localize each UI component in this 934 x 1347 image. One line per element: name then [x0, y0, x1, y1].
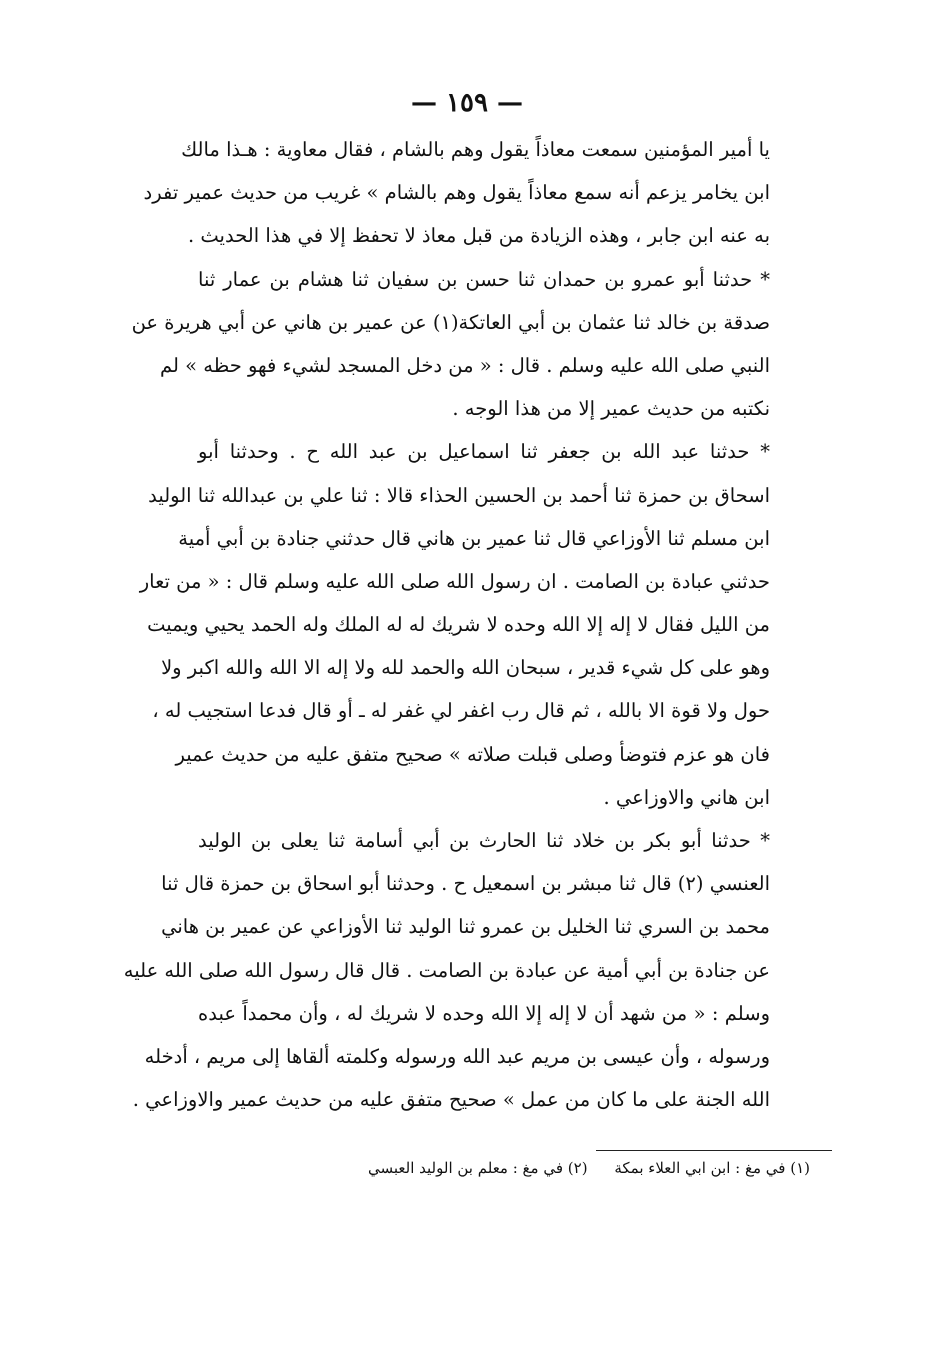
text-line: * حدثنا أبو عمرو بن حمدان ثنا حسن بن سفيان ثنا هشام بن عمار ثنا	[198, 267, 770, 291]
text-line: اسحاق بن حمزة ثنا أحمد بن الحسين الحذاء قالا : ثنا علي بن عبدالله ثنا الوليد	[148, 483, 770, 507]
text-line: حدثني عبادة بن الصامت . ان رسول الله صلى الله عليه وسلم قال : « من تعار	[139, 569, 770, 593]
text-line: * حدثنا أبو بكر بن خلاد ثنا الحارث بن أبي أسامة ثنا يعلى بن الوليد	[198, 829, 770, 852]
text-line: وسلم : « من شهد أن لا إله إلا الله وحده لا شريك له ، وأن محمداً عبده	[198, 1001, 770, 1025]
text-line: ورسوله ، وأن عيسى بن مريم عبد الله ورسوله وكلمته ألقاها إلى مريم ، أدخله	[144, 1044, 770, 1068]
body-text	[123, 128, 770, 1121]
text-line: حول ولا قوة الا بالله ، ثم قال رب اغفر لي غفر له ـ أو قال فدعا استجيب له ،	[152, 699, 770, 723]
text-line: * حدثنا عبد الله بن جعفر ثنا اسماعيل بن عبد الله ح . وحدثنا أبو	[198, 440, 770, 464]
text-line: صدقة بن خالد ثنا عثمان بن أبي العاتكة(١) عن عمير بن هاني عن أبي هريرة عن	[131, 310, 770, 334]
footnote-divider	[596, 1150, 832, 1151]
text-line: ابن مسلم ثنا الأوزاعي قال ثنا عمير بن هاني قال حدثني جنادة بن أبي أمية	[178, 526, 770, 550]
footnote-2: (٢) في مغ : معلم بن الوليد العبسي	[368, 1159, 588, 1177]
text-line: ابن يخامر يزعم أنه سمع معاذاً يقول وهم بالشام » غريب من حديث عمير تفرد	[143, 181, 770, 205]
text-line: عن جنادة بن أبي أمية عن عبادة بن الصامت . قال قال رسول الله صلى الله عليه	[123, 958, 770, 982]
page-number: — ١٥٩ —	[410, 88, 524, 118]
text-line: به عنه ابن جابر ، وهذه الزيادة من قبل معاذ لا تحفظ إلا في هذا الحديث .	[188, 224, 770, 248]
footnote-1: (١) في مغ : ابن ابي العلاء بمكة	[614, 1159, 810, 1177]
text-line: نكتبه من حديث عمير إلا من هذا الوجه .	[452, 397, 770, 421]
text-line: فان هو عزم فتوضأ وصلى قبلت صلاته » صحيح متفق عليه من حديث عمير	[175, 742, 770, 766]
text-line: محمد بن السري ثنا الخليل بن عمرو ثنا الوليد ثنا الأوزاعي عن عمير بن هاني	[161, 915, 770, 939]
text-line: يا أمير المؤمنين سمعت معاذاً يقول وهم بالشام ، فقال معاوية : هـذا مالك	[181, 138, 770, 161]
text-line: ابن هاني والاوزاعي .	[603, 785, 770, 809]
text-line: وهو على كل شيء قدير ، سبحان الله والحمد لله ولا إله الا الله والله اكبر ولا	[161, 656, 770, 680]
text-line: العنسي (٢) قال ثنا مبشر بن اسمعيل ح . وحدثنا أبو اسحاق بن حمزة قال ثنا	[161, 872, 770, 896]
text-line: الله الجنة على ما كان من عمل » صحيح متفق عليه من حديث عمير والاوزاعي .	[132, 1088, 770, 1112]
text-line: من الليل فقال لا إله إلا الله وحده لا شريك له له الملك وله الحمد يحيي ويميت	[147, 613, 770, 637]
text-line: النبي صلى الله عليه وسلم . قال : « من دخل المسجد لشيء فهو حظه » لم	[160, 353, 770, 377]
footnotes	[270, 1153, 810, 1183]
